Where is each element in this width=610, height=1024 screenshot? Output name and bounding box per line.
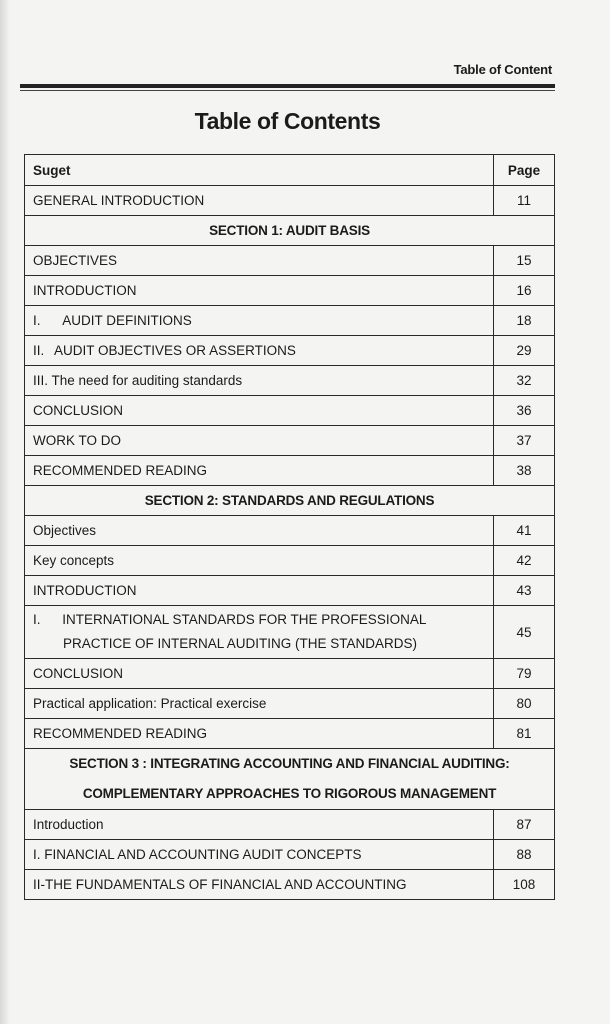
- toc-entry-label: RECOMMENDED READING: [25, 456, 494, 486]
- section-heading-row: [25, 749, 555, 810]
- toc-entry-label: The need for auditing standards: [51, 373, 243, 388]
- header-page: Page: [494, 155, 555, 186]
- toc-entry-label: CONCLUSION: [25, 659, 494, 689]
- toc-entry-label: RECOMMENDED READING: [25, 719, 494, 749]
- toc-row: [25, 516, 555, 546]
- toc-row: [25, 689, 555, 719]
- header-subject: Suget: [25, 155, 494, 186]
- toc-row: [25, 546, 555, 576]
- toc-entry-page: 18: [494, 306, 555, 336]
- toc-entry-label: AUDIT OBJECTIVES OR ASSERTIONS: [54, 343, 296, 358]
- toc-entry-label: OBJECTIVES: [25, 246, 494, 276]
- toc-entry-label: I. FINANCIAL AND ACCOUNTING AUDIT CONCEPTS: [25, 840, 494, 870]
- toc-table: [24, 154, 555, 900]
- toc-entry-label: Practical application: Practical exercise: [25, 689, 494, 719]
- toc-entry: [25, 606, 494, 659]
- toc-entry-number: I.: [33, 612, 41, 627]
- toc-row: [25, 276, 555, 306]
- toc-entry-page: 11: [494, 186, 555, 216]
- toc-row-general-introduction: [25, 186, 555, 216]
- section-heading-row: [25, 216, 555, 246]
- page-title: Table of Contents: [194, 108, 381, 134]
- toc-entry-number: II.: [33, 343, 45, 358]
- toc-entry-label: Objectives: [25, 516, 494, 546]
- toc-row: [25, 840, 555, 870]
- section-3-heading-line1: SECTION 3 : INTEGRATING ACCOUNTING AND FINANCIAL AUDITING:: [69, 756, 510, 771]
- toc-entry-number: III.: [33, 373, 49, 388]
- toc-entry-number: I.: [33, 313, 41, 328]
- toc-row: [25, 659, 555, 689]
- toc-entry-label: WORK TO DO: [25, 426, 494, 456]
- toc-row: [25, 396, 555, 426]
- section-3-heading: [25, 749, 555, 810]
- toc-entry: [25, 336, 494, 366]
- toc-entry-label: GENERAL INTRODUCTION: [25, 186, 494, 216]
- toc-entry-page: 37: [494, 426, 555, 456]
- toc-row: [25, 426, 555, 456]
- toc-entry-page: 87: [494, 810, 555, 840]
- toc-entry-label: AUDIT DEFINITIONS: [62, 313, 192, 328]
- toc-entry-page: 29: [494, 336, 555, 366]
- table-header-row: [25, 155, 555, 186]
- toc-entry-page: 38: [494, 456, 555, 486]
- section-1-heading: SECTION 1: AUDIT BASIS: [25, 216, 555, 246]
- toc-entry-label: II-THE FUNDAMENTALS OF FINANCIAL AND ACCOUNTING: [25, 870, 494, 900]
- toc-entry-page: 42: [494, 546, 555, 576]
- toc-entry: [25, 366, 494, 396]
- section-heading-row: [25, 486, 555, 516]
- toc-entry-page: 36: [494, 396, 555, 426]
- toc-entry-label-continued: PRACTICE OF INTERNAL AUDITING (THE STANDARDS): [63, 636, 418, 651]
- toc-entry: [25, 306, 494, 336]
- toc-entry-page: 108: [494, 870, 555, 900]
- header-rule-thin: [20, 90, 555, 91]
- toc-entry-label: Key concepts: [25, 546, 494, 576]
- toc-entry-label: INTERNATIONAL STANDARDS FOR THE PROFESSIONAL: [62, 612, 427, 627]
- toc-entry-page: 41: [494, 516, 555, 546]
- toc-row: [25, 306, 555, 336]
- section-3-heading-line2: COMPLEMENTARY APPROACHES TO RIGOROUS MANAGEMENT: [82, 786, 497, 801]
- toc-entry-page: 80: [494, 689, 555, 719]
- toc-entry-page: 32: [494, 366, 555, 396]
- header-rule: [20, 84, 555, 88]
- toc-entry-label: Introduction: [25, 810, 494, 840]
- toc-entry-label: INTRODUCTION: [25, 276, 494, 306]
- toc-entry-page: 15: [494, 246, 555, 276]
- toc-entry-page: 16: [494, 276, 555, 306]
- page-edge: [0, 0, 10, 1024]
- toc-entry-page: 43: [494, 576, 555, 606]
- section-2-heading: SECTION 2: STANDARDS AND REGULATIONS: [25, 486, 555, 516]
- toc-row: [25, 366, 555, 396]
- toc-row: [25, 810, 555, 840]
- toc-row: [25, 719, 555, 749]
- toc-entry-label: INTRODUCTION: [25, 576, 494, 606]
- toc-row: [25, 456, 555, 486]
- toc-row: [25, 246, 555, 276]
- toc-entry-page: 88: [494, 840, 555, 870]
- toc-row: [25, 606, 555, 659]
- toc-entry-label: CONCLUSION: [25, 396, 494, 426]
- running-head: Table of Content: [453, 62, 552, 77]
- toc-row: [25, 336, 555, 366]
- toc-row: [25, 870, 555, 900]
- toc-entry-page: 81: [494, 719, 555, 749]
- toc-row: [25, 576, 555, 606]
- toc-entry-page: 79: [494, 659, 555, 689]
- toc-entry-page: 45: [494, 606, 555, 659]
